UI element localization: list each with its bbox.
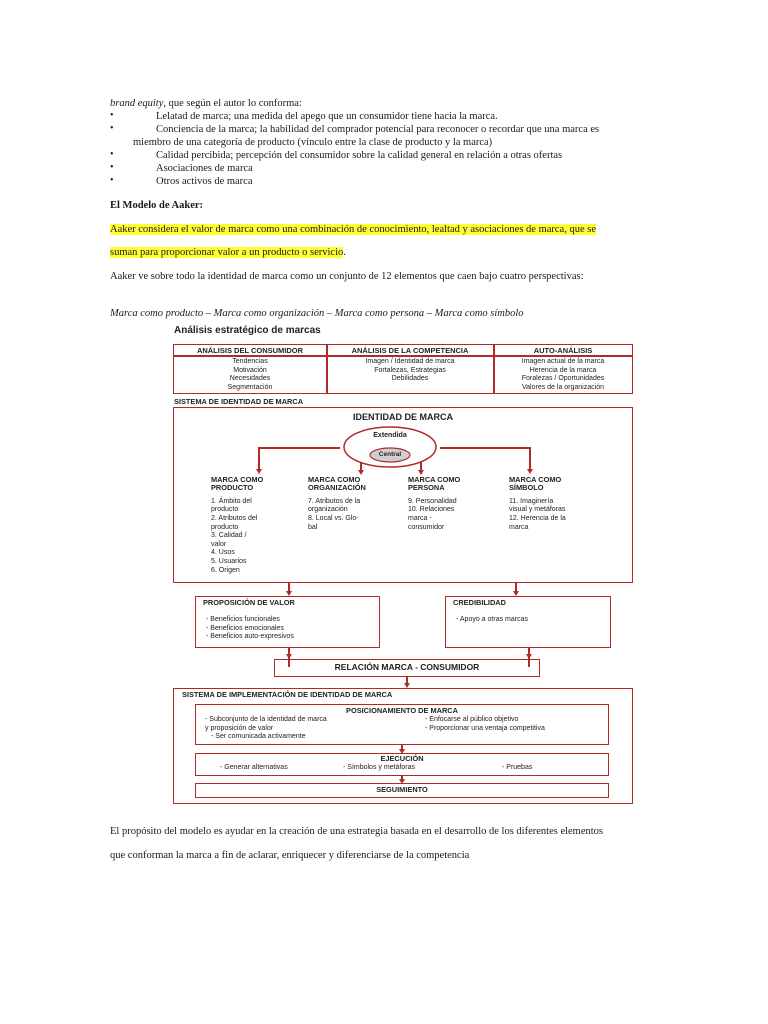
perspective-symbol	[509, 476, 601, 532]
list-item: 9. Personalidad	[408, 497, 457, 505]
list-item: marca -	[408, 515, 432, 522]
list-item: organización	[308, 506, 348, 514]
list-item: producto	[211, 506, 239, 514]
perspective-title: ORGANIZACIÓN	[308, 483, 366, 493]
perspective-title: MARCA COMO	[408, 475, 461, 484]
perspective-items	[308, 498, 400, 532]
impl-system-label: SISTEMA DE IMPLEMENTACIÓN DE IDENTIDAD DE MARCA	[182, 690, 393, 699]
competition-analysis-items	[327, 358, 493, 384]
perspectives-paragraph: Aaker ve sobre todo la identidad de marca como un conjunto de 12 elementos que caen bajo cuatro perspectivas:	[110, 271, 584, 282]
perspective-items	[211, 498, 301, 575]
list-item: - Beneficios funcionales	[206, 616, 280, 623]
competition-analysis-header: ANÁLISIS DE LA COMPETENCIA	[351, 346, 469, 355]
connector-right	[440, 447, 530, 449]
section-heading: El Modelo de Aaker:	[110, 200, 204, 211]
self-analysis-items	[494, 358, 632, 392]
highlight-line-2	[110, 246, 346, 259]
perspective-title: PERSONA	[408, 483, 445, 493]
perspective-person	[408, 476, 500, 532]
analysis-header-divider	[173, 355, 633, 357]
bullet-2-mark: •	[110, 123, 114, 134]
list-item: 6. Origen	[211, 566, 240, 574]
list-item: producto	[211, 523, 239, 531]
bullet-2-cont: miembro de una categoría de producto (vínculo entre la clase de producto y la marca)	[133, 137, 493, 148]
consumer-analysis-items	[174, 358, 326, 392]
perspectives-italic: Marca como producto – Marca como organización – Marca como persona – Marca como símbolo	[110, 308, 524, 319]
intro-rest: , que según el autor lo conforma:	[163, 98, 302, 109]
bullet-4-mark: •	[110, 162, 114, 173]
perspective-title: MARCA COMO	[308, 475, 361, 484]
highlight-text-2: suman para proporcionar valor a un producto o servicio	[110, 247, 344, 258]
connector-right-down	[529, 447, 531, 471]
list-item: Foralezas / Oportunidades	[521, 375, 605, 383]
connector-left	[258, 447, 340, 449]
highlight-text-1: Aaker considera el valor de marca como una combinación de conocimiento, lealtad y asociaciones de marca, que se	[110, 224, 596, 235]
perspective-items	[408, 498, 500, 532]
relation-label: RELACIÓN MARCA - CONSUMIDOR	[334, 662, 480, 672]
list-item: - Enfocarse al público objetivo	[425, 716, 519, 723]
closing-line-2: que conforman la marca a fin de aclarar, enriquecer y diferenciarse de la competencia	[110, 850, 470, 861]
list-item: 5. Usuarios	[211, 557, 247, 565]
perspective-organization	[308, 476, 400, 532]
intro-line	[110, 97, 302, 110]
list-item: 4. Usos	[211, 549, 235, 557]
perspective-title: MARCA COMO	[509, 475, 562, 484]
bullet-4: Asociaciones de marca	[156, 163, 253, 174]
connector-left-down	[258, 447, 260, 471]
list-item: Imagen / Identidad de marca	[365, 358, 455, 365]
list-item: y proposición de valor	[205, 724, 274, 732]
perspective-items	[509, 498, 601, 532]
perspective-title: MARCA COMO	[211, 475, 264, 484]
list-item: Tendencias	[232, 358, 268, 365]
list-item: 10. Relaciones	[408, 506, 455, 514]
identity-title: IDENTIDAD DE MARCA	[353, 412, 453, 422]
list-item: 11. Imaginería	[509, 497, 554, 505]
closing-line-1: El propósito del modelo es ayudar en la creación de una estrategia basada en el desarrollo de los diferentes elementos	[110, 826, 604, 837]
credibility-title: CREDIBILIDAD	[453, 598, 506, 607]
list-item: 8. Local vs. Glo-	[308, 515, 359, 522]
highlight-line-1	[110, 223, 596, 236]
arrow-left-down	[256, 469, 262, 474]
list-item: Necesidades	[229, 375, 271, 383]
list-item: - Apoyo a otras marcas	[456, 616, 528, 623]
bullet-3-mark: •	[110, 149, 114, 160]
list-item: Motivación	[233, 366, 267, 374]
credibility-items	[456, 616, 528, 625]
bullet-5-mark: •	[110, 175, 114, 186]
identity-system-label: SISTEMA DE IDENTIDAD DE MARCA	[174, 397, 304, 406]
bullet-1: Lelatad de marca; una medida del apego que un consumidor tiene hacia la marca.	[156, 111, 498, 122]
positioning-title: POSICIONAMIENTO DE MARCA	[346, 706, 458, 715]
list-item: marca	[509, 523, 529, 531]
perspective-title: PRODUCTO	[211, 483, 254, 493]
value-prop-title: PROPOSICIÓN DE VALOR	[203, 598, 295, 607]
list-item: consumidor	[408, 523, 445, 531]
list-item: Herencia de la marca	[529, 366, 597, 374]
diagram-title: Análisis estratégico de marcas	[174, 325, 321, 336]
consumer-analysis-header: ANÁLISIS DEL CONSUMIDOR	[196, 346, 304, 355]
list-item: - Proporcionar una ventaja competitiva	[425, 724, 545, 732]
positioning-right	[425, 716, 545, 733]
list-item: - Ser comunicada activamente	[211, 733, 306, 741]
perspective-title: SÍMBOLO	[509, 483, 544, 493]
list-item: Fortalezas, Estrategias	[374, 366, 446, 374]
execution-title: EJECUCIÓN	[380, 754, 424, 763]
list-item: 2. Atributos del	[211, 515, 258, 522]
arrow-right-down	[527, 469, 533, 474]
bullet-3: Calidad percibida; percepción del consumidor sobre la calidad general en relación a otras ofertas	[156, 150, 563, 161]
list-item: 12. Herencia de la	[509, 515, 566, 522]
list-item: Imagen actual de la marca	[521, 358, 605, 365]
bullet-1-mark: •	[110, 110, 114, 121]
execution-item-2: - Símbolos y metáforas	[343, 764, 415, 771]
execution-item-1: - Generar alternativas	[220, 764, 288, 771]
highlight-end: .	[343, 247, 346, 258]
list-item: - Beneficios emocionales	[206, 624, 284, 632]
value-prop-items	[206, 616, 294, 642]
list-item: visual y metáforas	[509, 506, 566, 514]
extended-label: Extendida	[373, 432, 407, 439]
list-item: Debilidades	[391, 375, 429, 383]
bullet-5: Otros activos de marca	[156, 176, 253, 187]
list-item: Valores de la organización	[522, 383, 604, 391]
tracking-label: SEGUIMIENTO	[376, 785, 428, 794]
list-item: valor	[211, 540, 227, 548]
bullet-2: Conciencia de la marca; la habilidad del comprador potencial para reconocer o recordar que una marca es	[156, 124, 600, 135]
positioning-left	[205, 716, 327, 742]
core-label: Central	[378, 451, 402, 458]
list-item: Segmentación	[227, 383, 273, 391]
list-item: bal	[308, 523, 318, 531]
list-item: - Beneficios auto-expresivos	[206, 633, 294, 641]
intro-italic: brand equity	[110, 98, 164, 109]
self-analysis-header: AUTO-ANÁLISIS	[533, 346, 593, 355]
list-item: 1. Ámbito del	[211, 497, 252, 505]
list-item: 7. Atributos de la	[308, 497, 361, 505]
list-item: 3. Calidad /	[211, 532, 247, 540]
execution-item-3: - Pruebas	[502, 764, 533, 771]
list-item: - Subconjunto de la identidad de marca	[205, 716, 327, 723]
perspective-product	[211, 476, 301, 575]
